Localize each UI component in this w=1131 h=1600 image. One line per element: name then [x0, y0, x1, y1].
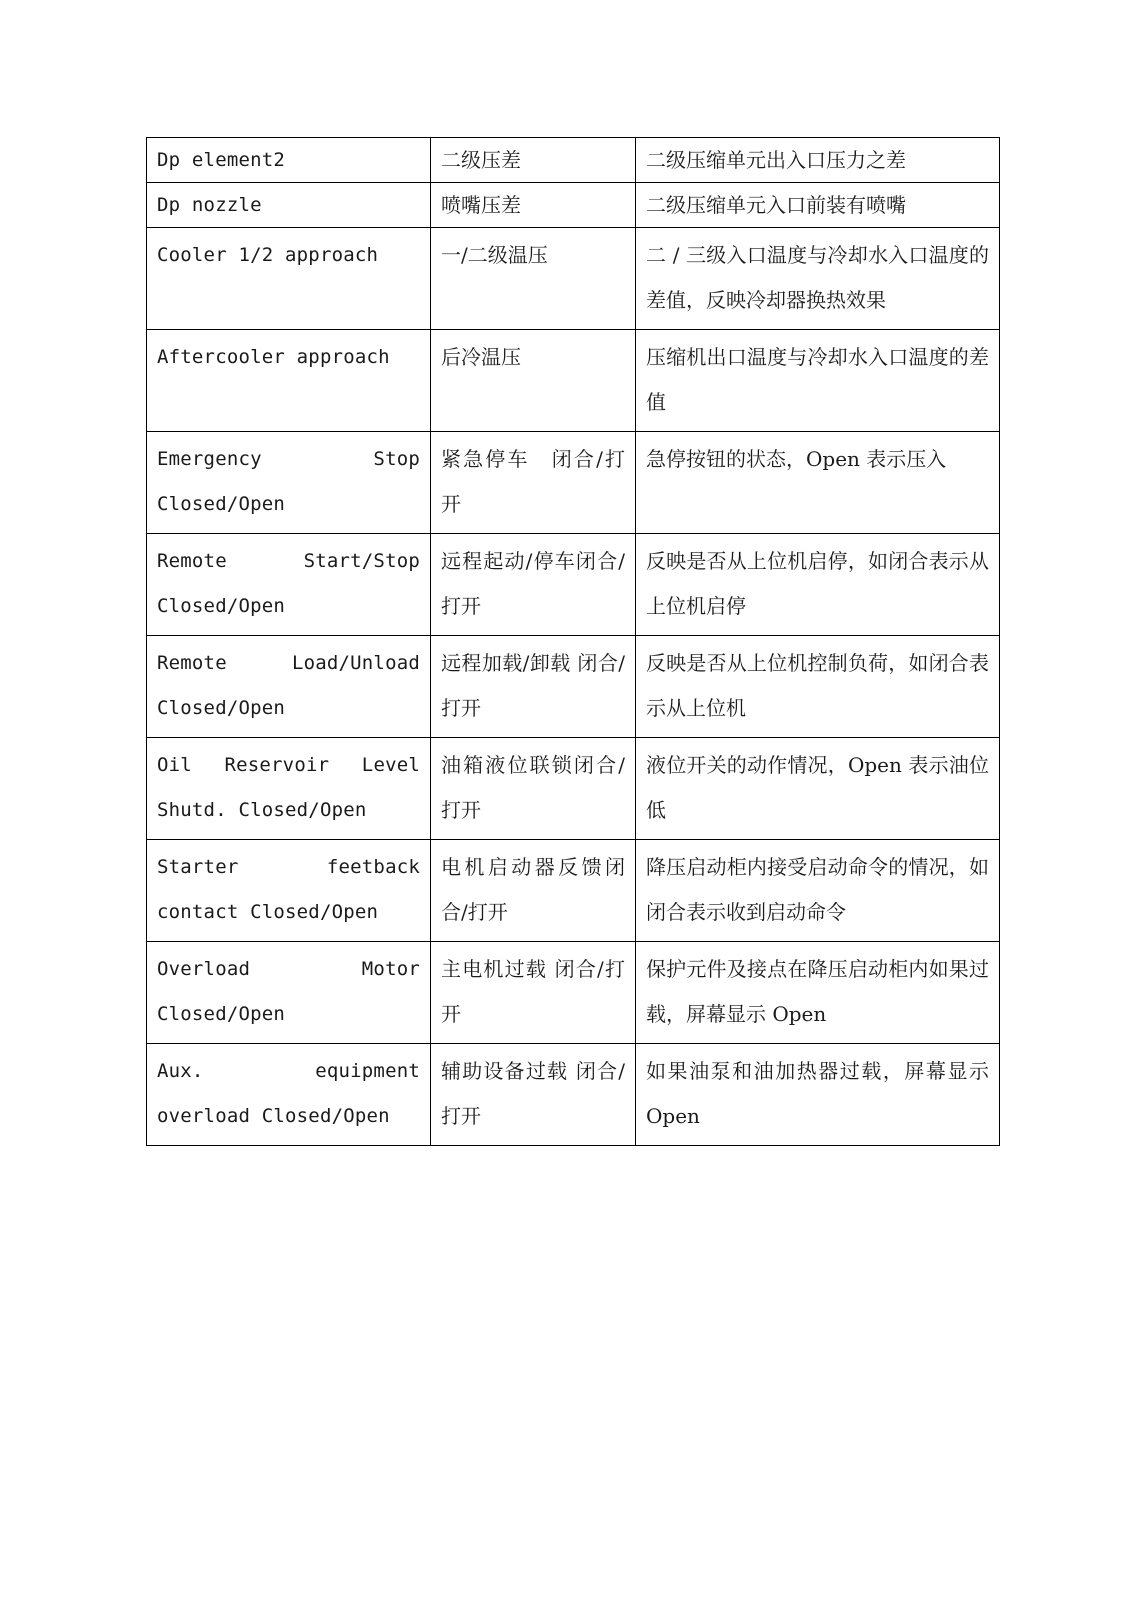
desc-cell: 急停按钮的状态，Open 表示压入 — [636, 432, 1000, 534]
param-cell: Oil Reservoir Level Shutd. Closed/Open — [147, 738, 431, 840]
desc-cell: 二 / 三级入口温度与冷却水入口温度的差值，反映冷却器换热效果 — [636, 228, 1000, 330]
table-row — [147, 942, 1000, 1044]
name-cell: 远程加载/卸载 闭合/打开 — [431, 636, 636, 738]
table-row — [147, 636, 1000, 738]
table-row — [147, 1044, 1000, 1146]
table-row — [147, 228, 1000, 330]
param-cell: Emergency Stop Closed/Open — [147, 432, 431, 534]
desc-cell: 反映是否从上位机控制负荷，如闭合表示从上位机 — [636, 636, 1000, 738]
desc-cell: 压缩机出口温度与冷却水入口温度的差值 — [636, 330, 1000, 432]
desc-cell: 如果油泵和油加热器过载，屏幕显示 Open — [636, 1044, 1000, 1146]
table-row — [147, 534, 1000, 636]
desc-cell: 保护元件及接点在降压启动柜内如果过载，屏幕显示 Open — [636, 942, 1000, 1044]
name-cell: 电机启动器反馈闭合/打开 — [431, 840, 636, 942]
param-cell: Overload Motor Closed/Open — [147, 942, 431, 1044]
table-row — [147, 138, 1000, 183]
name-cell: 油箱液位联锁闭合/打开 — [431, 738, 636, 840]
name-cell: 一/二级温压 — [431, 228, 636, 330]
param-cell: Dp element2 — [147, 138, 431, 183]
desc-cell: 液位开关的动作情况，Open 表示油位低 — [636, 738, 1000, 840]
name-cell: 喷嘴压差 — [431, 183, 636, 228]
table-row — [147, 330, 1000, 432]
name-cell: 后冷温压 — [431, 330, 636, 432]
desc-cell: 反映是否从上位机启停，如闭合表示从上位机启停 — [636, 534, 1000, 636]
parameter-table — [146, 137, 1000, 1146]
param-cell: Remote Start/Stop Closed/Open — [147, 534, 431, 636]
param-cell: Dp nozzle — [147, 183, 431, 228]
name-cell: 辅助设备过载 闭合/打开 — [431, 1044, 636, 1146]
desc-cell: 二级压缩单元入口前装有喷嘴 — [636, 183, 1000, 228]
param-cell: Aftercooler approach — [147, 330, 431, 432]
table-row — [147, 432, 1000, 534]
name-cell: 远程起动/停车闭合/打开 — [431, 534, 636, 636]
table-row — [147, 738, 1000, 840]
name-cell: 主电机过载 闭合/打开 — [431, 942, 636, 1044]
param-cell: Cooler 1/2 approach — [147, 228, 431, 330]
table-row — [147, 840, 1000, 942]
param-cell: Starter feetback contact Closed/Open — [147, 840, 431, 942]
param-cell: Remote Load/Unload Closed/Open — [147, 636, 431, 738]
desc-cell: 二级压缩单元出入口压力之差 — [636, 138, 1000, 183]
desc-cell: 降压启动柜内接受启动命令的情况，如闭合表示收到启动命令 — [636, 840, 1000, 942]
param-cell: Aux. equipment overload Closed/Open — [147, 1044, 431, 1146]
name-cell: 紧急停车 闭合/打开 — [431, 432, 636, 534]
name-cell: 二级压差 — [431, 138, 636, 183]
table-row — [147, 183, 1000, 228]
